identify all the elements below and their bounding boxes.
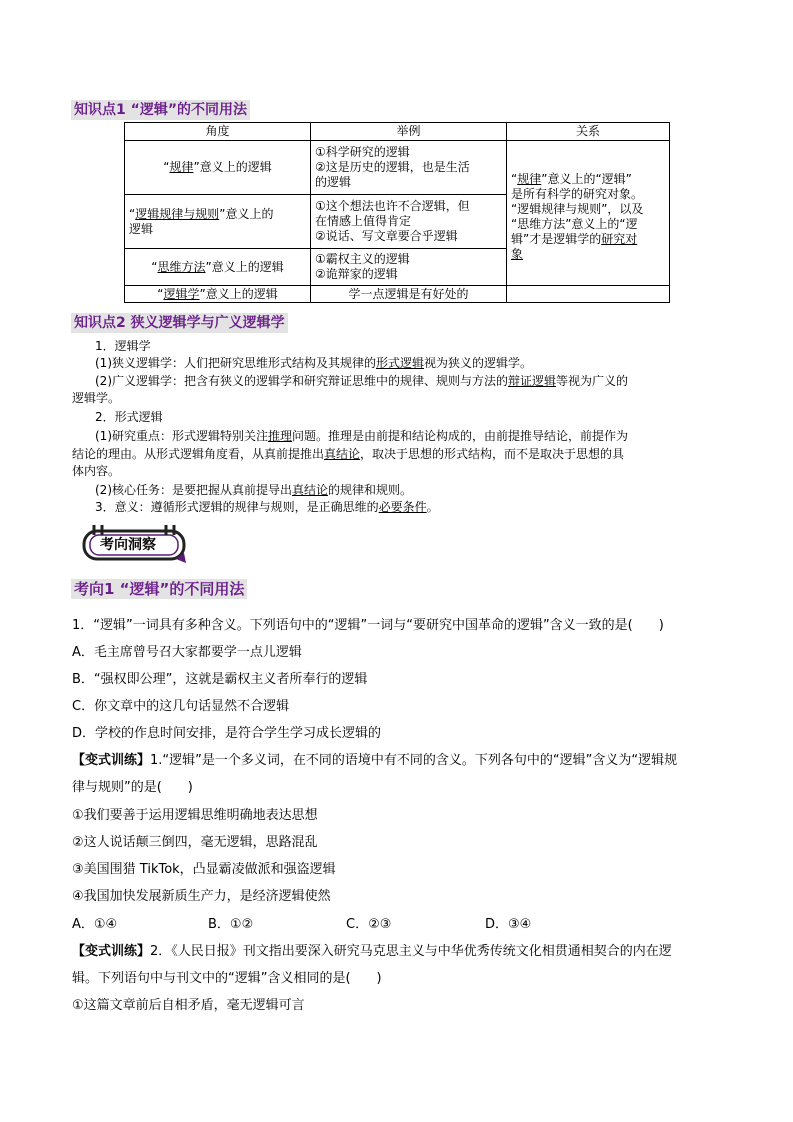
cell-text: ”意义上的 xyxy=(219,206,274,221)
table-cell-example: 学一点逻辑是有好处的 xyxy=(311,286,507,303)
text: 1.“逻辑”是一个多义词，在不同的语境中有不同的含义。下列各句中的“逻辑”含义为“逻辑规 xyxy=(150,753,678,768)
relation-line xyxy=(511,172,665,187)
variant-stem xyxy=(72,943,672,961)
text: ，取决于思想的形式结构，而不是取决于思想的具 xyxy=(360,447,625,461)
cell-text: ”意义上的逻辑 xyxy=(199,286,278,301)
cell-text-underlined: 思维方法 xyxy=(157,259,206,274)
paragraph: 1．逻辑学 xyxy=(95,339,151,353)
section-heading-kp2: 知识点2 狭义逻辑学与广义逻辑学 xyxy=(71,313,288,333)
cell-text-underlined: 研究对 xyxy=(601,232,638,246)
table-header-cell: 角度 xyxy=(125,123,311,141)
table-cell-angle xyxy=(125,195,311,249)
cell-text: “ xyxy=(163,160,170,174)
cell-text-underlined: 逻辑规律与规则 xyxy=(135,206,220,221)
table-header-row xyxy=(125,123,670,141)
cell-text: ”意义上的“逻辑” xyxy=(541,172,632,186)
paragraph: 2．形式逻辑 xyxy=(95,410,163,424)
table-cell-example xyxy=(311,249,507,286)
paragraph xyxy=(95,499,439,515)
underlined-term: 真结论 xyxy=(292,483,329,497)
table-cell-angle xyxy=(125,249,311,286)
question-stem: 1．“逻辑”一词具有多种含义。下列语句中的“逻辑”一词与“要研究中国革命的逻辑”含义一致的是( ) xyxy=(72,618,664,633)
variant-stem xyxy=(72,752,677,770)
text: 2．《人民日报》刊文指出要深入研究马克思主义与中华优秀传统文化相贯通相契合的内在逻 xyxy=(150,944,672,959)
table-cell-angle xyxy=(125,286,311,303)
table-cell-empty xyxy=(507,286,670,303)
text: (1)研究重点：形式逻辑特别关注 xyxy=(95,429,268,443)
statement-item: ④我国加快发展新质生产力，是经济逻辑使然 xyxy=(72,889,331,904)
example-line: ②诡辩家的逻辑 xyxy=(315,267,398,281)
variant-tag: 【变式训练】 xyxy=(72,944,151,959)
paragraph xyxy=(95,373,628,389)
answer-choice: A．①④ xyxy=(72,917,118,932)
cell-text-underlined: 逻辑学 xyxy=(163,286,200,301)
variant-stem-continuation: 辑。下列语句中与刊文中的“逻辑”含义相同的是( ) xyxy=(72,971,382,986)
answer-option: A．毛主席曾号召大家都要学一点儿逻辑 xyxy=(72,645,302,660)
cell-text: “ xyxy=(151,259,158,274)
paragraph xyxy=(95,355,532,371)
text: 结论的理由。从形式逻辑角度看，从真前提推出 xyxy=(72,447,325,461)
table-cell-example xyxy=(311,195,507,249)
relation-line: “思维方法”意义上的“逻 xyxy=(511,217,638,231)
cell-text: “ xyxy=(157,286,164,301)
table-row xyxy=(125,141,670,195)
paragraph-continuation: 逻辑学。 xyxy=(72,391,121,405)
underlined-term: 必要条件 xyxy=(378,500,427,514)
answer-option: C．你文章中的这几句话显然不合逻辑 xyxy=(72,699,290,714)
cell-text: ”意义上的逻辑 xyxy=(193,160,272,174)
text: 的规律和规则。 xyxy=(328,483,413,497)
underlined-term: 真结论 xyxy=(324,447,361,461)
text: (2)广义逻辑学：把含有狭义的逻辑学和研究辩证思维中的规律、规则与方法的 xyxy=(95,374,509,388)
table-header-cell: 举例 xyxy=(311,123,507,141)
table-header-cell: 关系 xyxy=(507,123,670,141)
relation-line: 是所有科学的研究对象。 xyxy=(511,187,644,201)
cell-text: “ xyxy=(511,172,518,186)
table-cell-angle xyxy=(125,141,311,195)
relation-line xyxy=(511,232,665,247)
example-line: ①霸权主义的逻辑 xyxy=(315,252,410,266)
table-cell-relation xyxy=(507,141,670,286)
example-line: ①科学研究的逻辑 xyxy=(315,145,410,159)
example-line: ②这是历史的逻辑，也是生活 xyxy=(315,160,470,174)
statement-item: ①这篇文章前后自相矛盾，毫无逻辑可言 xyxy=(72,998,305,1013)
text: (1)狭义逻辑学：人们把研究思维形式结构及其规律的 xyxy=(95,356,377,370)
underlined-term: 形式逻辑 xyxy=(376,356,425,370)
paragraph-continuation: 体内容。 xyxy=(72,464,121,478)
statement-item: ②这人说话颠三倒四，毫无逻辑，思路混乱 xyxy=(72,835,318,850)
paragraph xyxy=(95,428,628,444)
cell-text: ”意义上的逻辑 xyxy=(205,259,284,274)
example-line: ②说话、写文章要合乎逻辑 xyxy=(315,229,458,243)
cell-text-underlined: 规律 xyxy=(517,172,542,186)
cell-text-underlined: 规律 xyxy=(169,160,194,174)
insight-badge xyxy=(80,523,188,563)
section-heading-kx1: 考向1 “逻辑”的不同用法 xyxy=(71,579,247,599)
paragraph-continuation xyxy=(72,446,624,462)
cell-text-underlined: 象 xyxy=(511,247,524,261)
cell-line: 逻辑 xyxy=(129,221,154,236)
answer-option: B．“强权即公理”，这就是霸权主义者所奉行的逻辑 xyxy=(72,672,368,687)
answer-choice: C．②③ xyxy=(346,917,392,932)
table-row xyxy=(125,286,670,303)
example-line: ①这个想法也许不合逻辑，但 xyxy=(315,199,470,213)
paragraph xyxy=(95,482,412,498)
answer-option: D．学校的作息时间安排，是符合学生学习成长逻辑的 xyxy=(72,726,382,741)
text: 3．意义：遵循形式逻辑的规律与规则，是正确思维的 xyxy=(95,500,379,514)
logic-usage-table xyxy=(124,122,670,303)
text: 问题。推理是由前提和结论构成的，由前提推导结论，前提作为 xyxy=(292,429,629,443)
statement-item: ③美国围猎 TikTok，凸显霸凌做派和强盗逻辑 xyxy=(72,862,336,877)
relation-line xyxy=(511,247,665,262)
answer-choice: B．①② xyxy=(208,917,254,932)
section-heading-kp1: 知识点1 “逻辑”的不同用法 xyxy=(71,100,250,120)
example-line: 的逻辑 xyxy=(315,175,352,189)
answer-choice: D．③④ xyxy=(485,917,532,932)
variant-stem-continuation: 律与规则”的是( ) xyxy=(72,780,193,795)
underlined-term: 推理 xyxy=(268,429,293,443)
text: (2)核心任务：是要把握从真前提导出 xyxy=(95,483,292,497)
text: 视为狭义的逻辑学。 xyxy=(424,356,533,370)
cell-text: “ xyxy=(129,206,136,221)
variant-tag: 【变式训练】 xyxy=(72,753,151,768)
badge-label: 考向洞察 xyxy=(100,537,156,553)
cell-line xyxy=(129,207,306,222)
cell-text: 辑”才是逻辑学的 xyxy=(511,232,602,246)
example-line: 在情感上值得肯定 xyxy=(315,214,412,228)
text: 等视为广义的 xyxy=(556,374,629,388)
relation-line: “逻辑规律与规则”，以及 xyxy=(511,202,644,216)
text: 。 xyxy=(426,500,439,514)
underlined-term: 辩证逻辑 xyxy=(508,374,557,388)
statement-item: ①我们要善于运用逻辑思维明确地表达思想 xyxy=(72,808,318,823)
table-cell-example xyxy=(311,141,507,195)
